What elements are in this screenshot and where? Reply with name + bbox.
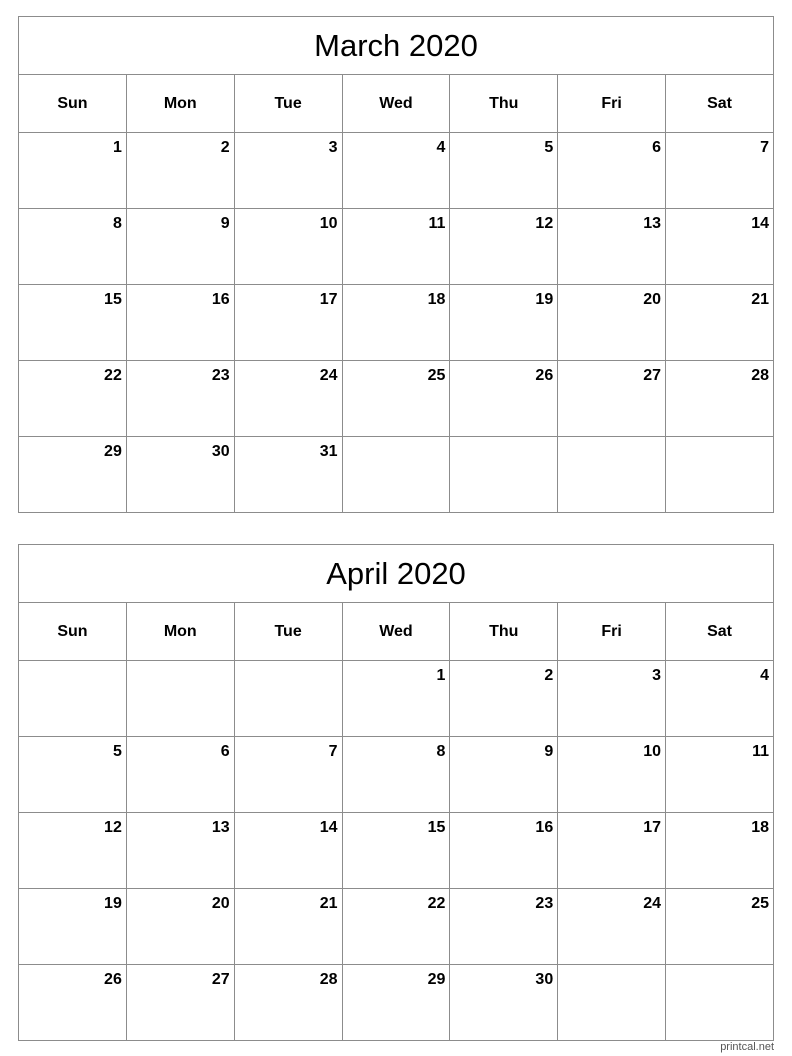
day-number: 6 (652, 139, 662, 156)
day-number: 17 (319, 291, 338, 308)
day-number: 1 (436, 667, 446, 684)
day-cell (558, 889, 666, 965)
day-number: 18 (751, 819, 769, 836)
day-cell (234, 285, 342, 361)
site-credit: printcal.net (720, 1041, 774, 1053)
day-number: 6 (220, 743, 230, 760)
month-title: March 2020 (19, 17, 774, 75)
weekday-header: Thu (450, 603, 558, 661)
day-number: 3 (328, 139, 338, 156)
weekday-header: Mon (126, 603, 234, 661)
day-cell (19, 737, 127, 813)
day-cell (666, 133, 774, 209)
day-cell (19, 285, 127, 361)
day-number: 27 (643, 367, 662, 384)
week-row (19, 133, 774, 209)
day-number: 11 (752, 743, 769, 760)
day-cell (558, 661, 666, 737)
day-cell (450, 133, 558, 209)
weekday-header-row (19, 75, 774, 133)
day-number: 15 (427, 819, 446, 836)
day-number: 7 (328, 743, 338, 760)
day-cell (666, 361, 774, 437)
day-cell (19, 965, 127, 1041)
day-number: 16 (535, 819, 554, 836)
day-number: 29 (427, 971, 446, 988)
weekday-header: Wed (342, 603, 450, 661)
day-cell (234, 133, 342, 209)
day-number: 29 (104, 443, 122, 460)
day-cell (450, 889, 558, 965)
day-cell (450, 209, 558, 285)
day-number: 17 (643, 819, 662, 836)
day-number: 7 (760, 139, 769, 156)
day-number: 30 (211, 443, 230, 460)
day-number: 30 (535, 971, 554, 988)
day-cell (558, 361, 666, 437)
day-number: 8 (112, 215, 122, 232)
day-number: 5 (112, 743, 122, 760)
day-cell (19, 813, 127, 889)
day-number: 14 (319, 819, 338, 836)
day-number: 26 (104, 971, 122, 988)
day-cell (126, 133, 234, 209)
day-cell (666, 209, 774, 285)
day-cell (19, 437, 127, 513)
day-cell (126, 285, 234, 361)
day-cell (558, 285, 666, 361)
day-cell (126, 737, 234, 813)
weekday-header: Sun (19, 75, 127, 133)
day-cell (342, 965, 450, 1041)
day-number: 13 (211, 819, 230, 836)
day-number: 25 (751, 895, 769, 912)
day-number: 10 (319, 215, 338, 232)
week-row (19, 737, 774, 813)
day-number: 23 (535, 895, 554, 912)
day-cell (234, 965, 342, 1041)
day-number: 25 (427, 367, 446, 384)
day-cell (19, 361, 127, 437)
day-cell (342, 285, 450, 361)
day-cell (558, 813, 666, 889)
day-cell (450, 965, 558, 1041)
empty-day-cell (666, 437, 774, 513)
day-number: 1 (112, 139, 122, 156)
week-row (19, 285, 774, 361)
day-cell (126, 437, 234, 513)
month-title: April 2020 (19, 545, 774, 603)
day-cell (558, 737, 666, 813)
weekday-header: Fri (558, 75, 666, 133)
calendar-grid (18, 16, 774, 513)
day-cell (666, 661, 774, 737)
day-cell (666, 813, 774, 889)
week-row (19, 437, 774, 513)
day-number: 31 (319, 443, 338, 460)
day-number: 22 (104, 367, 122, 384)
day-number: 8 (436, 743, 446, 760)
day-cell (126, 965, 234, 1041)
day-cell (126, 889, 234, 965)
week-row (19, 889, 774, 965)
april-calendar (18, 544, 774, 1041)
day-cell (126, 361, 234, 437)
empty-day-cell (342, 437, 450, 513)
day-cell (19, 133, 127, 209)
day-cell (234, 737, 342, 813)
week-row (19, 813, 774, 889)
empty-day-cell (666, 965, 774, 1041)
day-number: 22 (427, 895, 446, 912)
day-cell (558, 133, 666, 209)
day-cell (126, 209, 234, 285)
day-cell (342, 133, 450, 209)
empty-day-cell (234, 661, 342, 737)
empty-day-cell (126, 661, 234, 737)
day-cell (666, 737, 774, 813)
day-cell (450, 661, 558, 737)
day-cell (342, 813, 450, 889)
day-number: 24 (319, 367, 338, 384)
day-cell (450, 361, 558, 437)
day-number: 9 (220, 215, 230, 232)
day-cell (450, 737, 558, 813)
week-row (19, 209, 774, 285)
day-number: 12 (535, 215, 554, 232)
empty-day-cell (558, 965, 666, 1041)
day-number: 21 (751, 291, 769, 308)
day-number: 16 (211, 291, 230, 308)
day-number: 2 (220, 139, 230, 156)
day-cell (666, 285, 774, 361)
day-number: 14 (751, 215, 769, 232)
day-number: 11 (428, 215, 446, 232)
weekday-header: Tue (234, 75, 342, 133)
weekday-header: Thu (450, 75, 558, 133)
calendar-grid (18, 544, 774, 1041)
day-cell (666, 889, 774, 965)
day-number: 19 (535, 291, 554, 308)
day-cell (342, 361, 450, 437)
day-cell (342, 737, 450, 813)
day-number: 21 (319, 895, 338, 912)
weekday-header: Mon (126, 75, 234, 133)
day-number: 27 (211, 971, 230, 988)
day-number: 4 (436, 139, 446, 156)
day-number: 20 (211, 895, 230, 912)
day-cell (342, 209, 450, 285)
weekday-header: Sat (666, 75, 774, 133)
weekday-header: Sat (666, 603, 774, 661)
weekday-header: Sun (19, 603, 127, 661)
march-calendar (18, 16, 774, 513)
empty-day-cell (19, 661, 127, 737)
day-cell (234, 361, 342, 437)
day-number: 24 (643, 895, 662, 912)
day-cell (234, 889, 342, 965)
weekday-header: Tue (234, 603, 342, 661)
week-row (19, 965, 774, 1041)
empty-day-cell (558, 437, 666, 513)
day-number: 12 (104, 819, 122, 836)
day-cell (450, 285, 558, 361)
day-number: 13 (643, 215, 662, 232)
day-number: 9 (544, 743, 554, 760)
weekday-header: Wed (342, 75, 450, 133)
day-number: 23 (211, 367, 230, 384)
day-cell (558, 209, 666, 285)
day-number: 15 (104, 291, 122, 308)
day-number: 20 (643, 291, 662, 308)
day-cell (342, 889, 450, 965)
day-cell (19, 209, 127, 285)
day-cell (234, 813, 342, 889)
week-row (19, 361, 774, 437)
empty-day-cell (450, 437, 558, 513)
day-number: 28 (319, 971, 338, 988)
day-number: 5 (544, 139, 554, 156)
day-number: 18 (427, 291, 446, 308)
day-number: 28 (751, 367, 769, 384)
day-number: 10 (643, 743, 662, 760)
week-row (19, 661, 774, 737)
day-cell (450, 813, 558, 889)
day-number: 26 (535, 367, 554, 384)
weekday-header: Fri (558, 603, 666, 661)
day-cell (342, 661, 450, 737)
weekday-header-row (19, 603, 774, 661)
day-cell (126, 813, 234, 889)
day-number: 3 (652, 667, 662, 684)
day-number: 4 (760, 667, 769, 684)
day-cell (234, 209, 342, 285)
day-cell (19, 889, 127, 965)
day-cell (234, 437, 342, 513)
day-number: 19 (104, 895, 122, 912)
day-number: 2 (544, 667, 554, 684)
